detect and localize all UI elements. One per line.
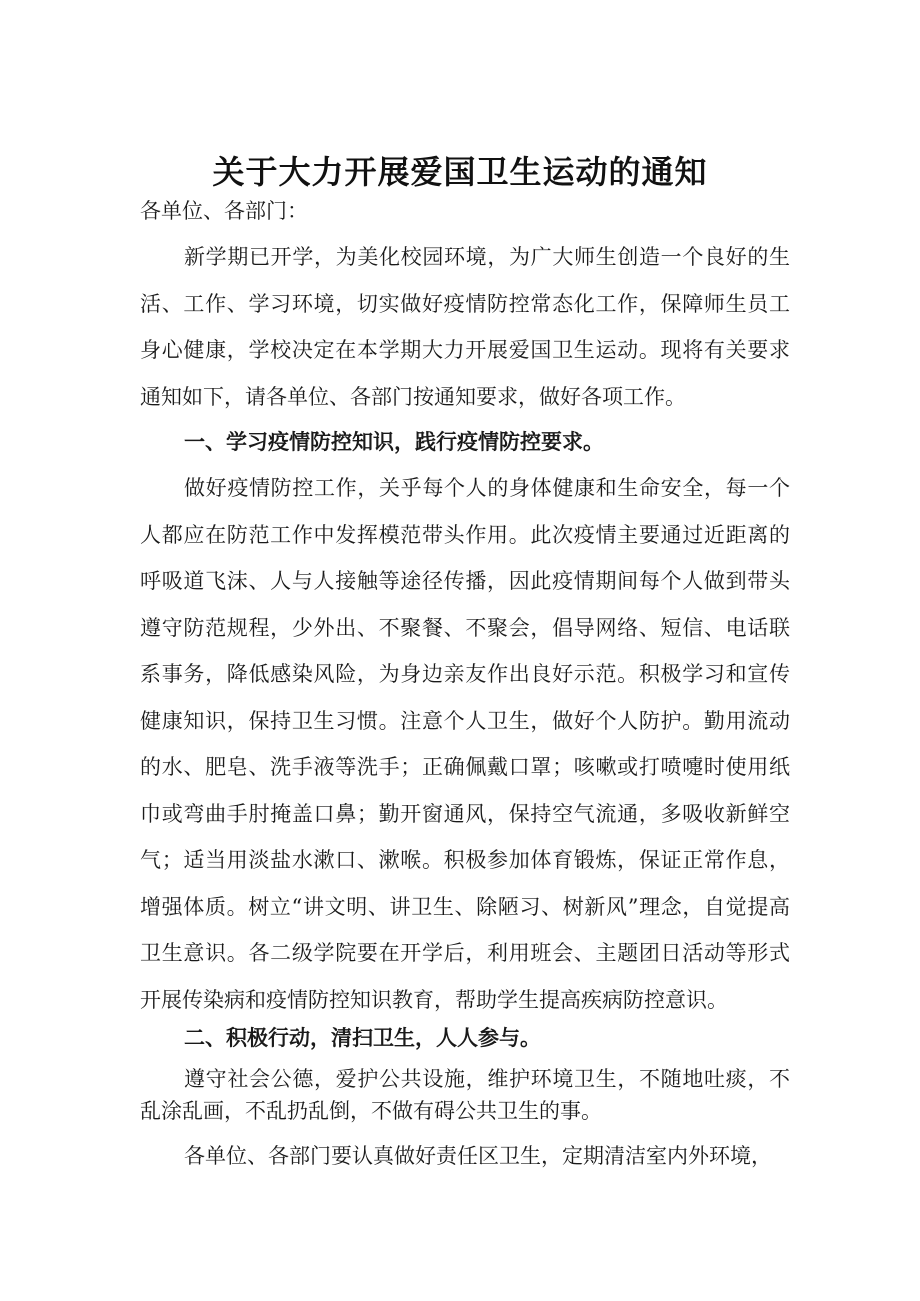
section-2-heading: 二、积极行动，清扫卫生，人人参与。 xyxy=(184,1026,541,1050)
intro-paragraph: 新学期已开学，为美化校园环境，为广大师生创造一个良好的生活、工作、学习环境，切实做好疫情防控常态化工作，保障师生员工身心健康，学校决定在本学期大力开展爱国卫生运动。现将有关要求通知如下，请各单位、各部门按通知要求，做好各项工作。 xyxy=(140,245,790,409)
salutation: 各单位、各部门： xyxy=(140,199,308,223)
section-1-paragraph: 做好疫情防控工作，关乎每个人的身体健康和生命安全，每一个人都应在防范工作中发挥模范带头作用。此次疫情主要通过近距离的呼吸道飞沫、人与人接触等途径传播，因此疫情期间每个人做到带头遵守防范规程，少外出、不聚餐、不聚会，倡导网络、短信、电话联系事务，降低感染风险，为身边亲友作出良好示范。积极学习和宣传健康知识，保持卫生习惯。注意个人卫生，做好个人防护。勤用流动的水、肥皂、洗手液等洗手；正确佩戴口罩；咳嗽或打喷嚏时使用纸巾或弯曲手肘掩盖口鼻；勤开窗通风，保持空气流通，多吸收新鲜空气；适当用淡盐水漱口、漱喉。积极参加体育锻炼，保证正常作息，增强体质。树立“讲文明、讲卫生、除陋习、树新风”理念，自觉提高卫生意识。各二级学院要在开学后，利用班会、主题团日活动等形式开展传染病和疫情防控知识教育，帮助学生提高疾病防控意识。 xyxy=(140,476,790,1012)
section-2-paragraph-2: 各单位、各部门要认真做好责任区卫生，定期清洁室内外环境， xyxy=(184,1144,772,1168)
section-2-paragraph-1: 遵守社会公德，爱护公共设施，维护环境卫生，不随地吐痰，不乱涂乱画，不乱扔乱倒，不做有碍公共卫生的事。 xyxy=(140,1067,790,1123)
document-title: 关于大力开展爱国卫生运动的通知 xyxy=(212,153,708,192)
section-1-heading: 一、学习疫情防控知识，践行疫情防控要求。 xyxy=(184,430,604,454)
